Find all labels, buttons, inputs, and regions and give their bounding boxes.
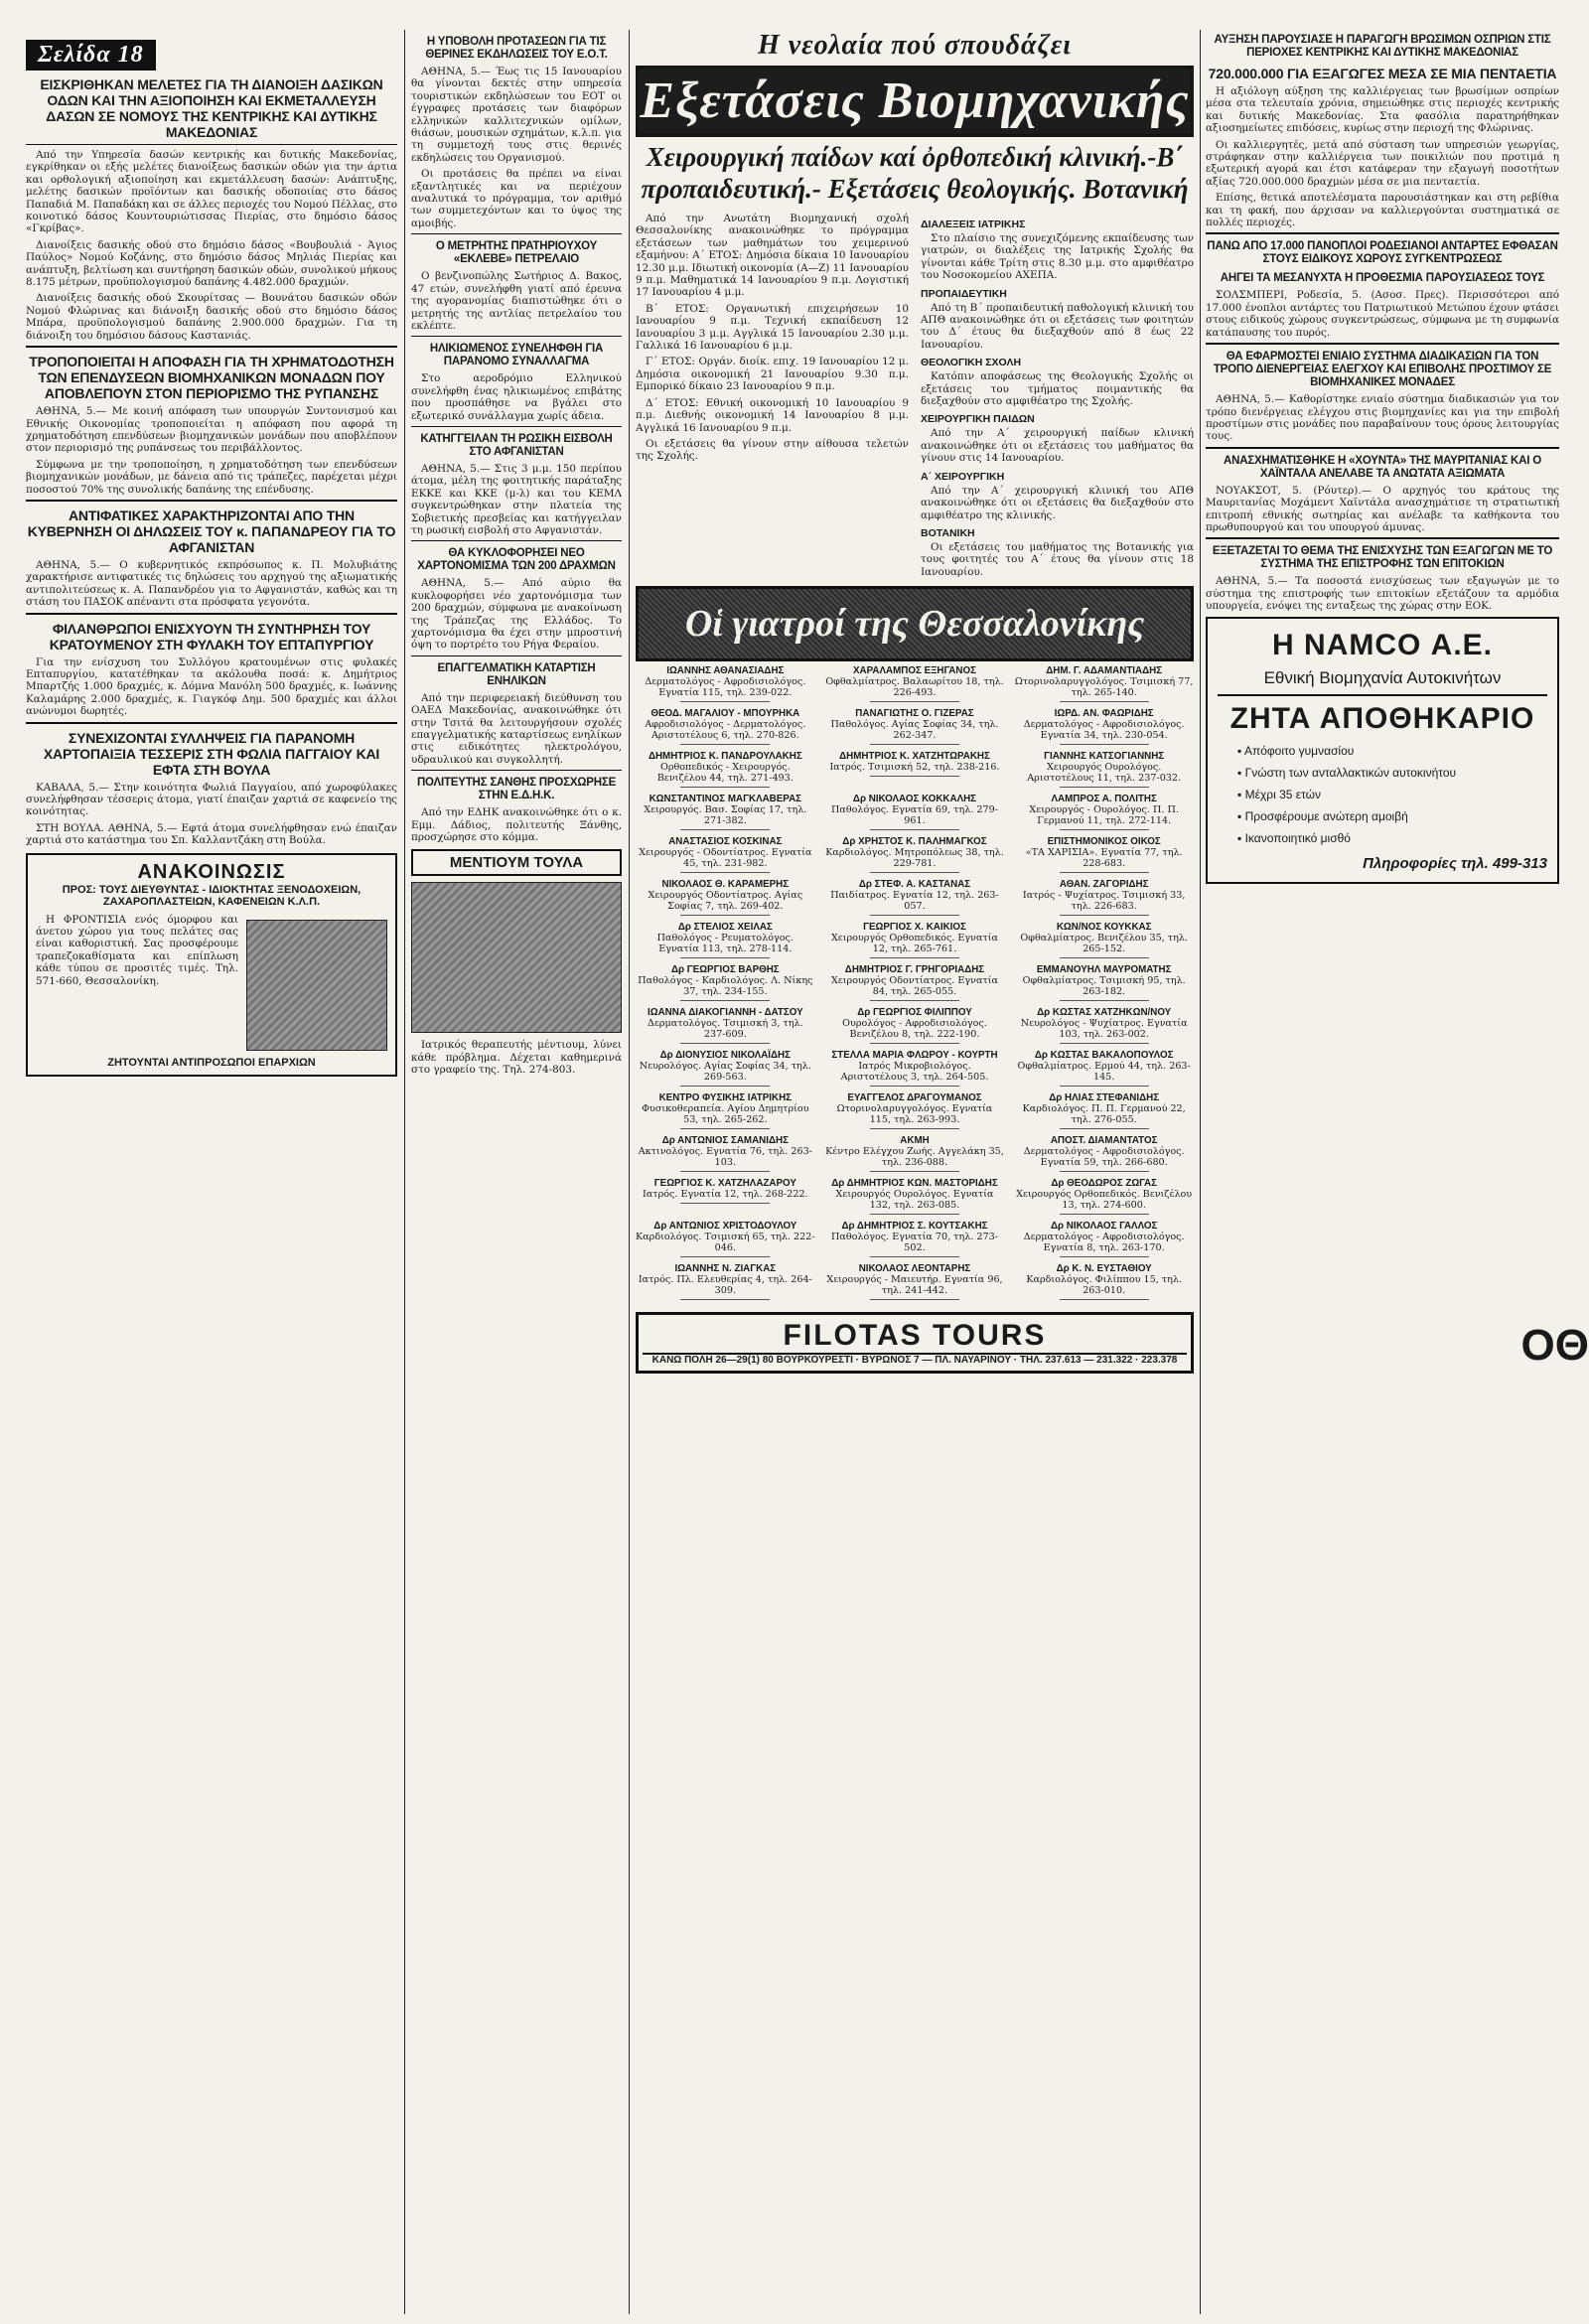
divider — [26, 500, 397, 502]
doctor-name: ΕΠΙΣΤΗΜΟΝΙΚΟΣ ΟΙΚΟΣ — [1047, 836, 1161, 848]
doctor-listing — [825, 665, 1005, 702]
divider — [870, 1000, 959, 1001]
doctor-name: ΑΠΟΣΤ. ΔΙΑΜΑΝΤΑΤΟΣ — [1050, 1135, 1158, 1147]
filotas-ad — [636, 1312, 1194, 1374]
doctor-name: ΑΚΜΗ — [900, 1135, 930, 1147]
divider — [870, 829, 959, 830]
doctor-listing — [825, 1092, 1005, 1129]
doctor-listing — [636, 964, 815, 1001]
headline: ΗΛΙΚΙΩΜΕΝΟΣ ΣΥΝΕΛΗΦΘΗ ΓΙΑ ΠΑΡΑΝΟΜΟ ΣΥΝΑΛΛΑΓΜΑ — [429, 343, 604, 368]
doctor-name: Δρ ΣΤΕΦ. Α. ΚΑΣΤΑΝΑΣ — [858, 879, 971, 891]
divider — [680, 701, 770, 702]
doctor-name: ΕΜΜΑΝΟΥΗΛ ΜΑΥΡΟΜΑΤΗΣ — [1036, 964, 1172, 976]
divider — [680, 1299, 770, 1300]
doctor-name: Δρ ΝΙΚΟΛΑΟΣ ΚΟΚΚΑΛΗΣ — [852, 794, 977, 805]
doctor-name: ΔΗΜ. Γ. ΑΔΑΜΑΝΤΙΑΔΗΣ — [1046, 665, 1163, 677]
headline: ΤΡΟΠΟΠΟΙΕΙΤΑΙ Η ΑΠΟΦΑΣΗ ΓΙΑ ΤΗ ΧΡΗΜΑΤΟΔΟΤΗΣΗ ΤΩΝ ΕΠΕΝΔΥΣΕΩΝ ΒΙΟΜΗΧΑΝΙΚΩΝ ΜΟΝΑΔΩΝ ΠΟΥ ΑΠΟΒΛΕΠΟΥΝ ΣΤΟΝ ΠΕΡΙΟΡΙΣΜΟ ΤΗΣ ΡΥΠΑΝΣΗΣ — [29, 354, 394, 402]
divider — [870, 872, 959, 873]
divider — [1060, 1000, 1149, 1001]
divider — [411, 426, 622, 427]
article-text: ΑΘΗΝΑ, 5.— Τα ποσοστά ενισχύσεως των εξαγωγών με το σύστημα της επιστροφής των επιτοκίων εξετάζουν τα αρμόδια υπουργεία, ενόψει της ενταξεως της χώρας στην ΕΟΚ. — [1206, 575, 1559, 613]
column-rule — [629, 30, 630, 2314]
doctor-name: ΙΩΑΝΝΗΣ Ν. ΖΙΑΓΚΑΣ — [674, 1263, 777, 1275]
doctor-details: Παθολόγος. Εγνατία 69, τηλ. 279-961. — [831, 804, 998, 827]
doctor-listing — [1014, 922, 1194, 958]
divider — [680, 1128, 770, 1129]
doctor-name: ΚΕΝΤΡΟ ΦΥΣΙΚΗΣ ΙΑΤΡΙΚΗΣ — [658, 1092, 793, 1104]
announcement-ad — [26, 853, 397, 1077]
doctor-details: Οφθαλμίατρος. Βενιζέλου 35, τηλ. 265-152. — [1020, 933, 1188, 955]
doctor-listing — [825, 1178, 1005, 1215]
headline: ΚΑΤΗΓΓΕΙΛΑΝ ΤΗ ΡΩΣΙΚΗ ΕΙΣΒΟΛΗ ΣΤΟ ΑΦΓΑΝΙΣΤΑΝ — [420, 432, 613, 458]
divider — [870, 1171, 959, 1172]
article-text: ΑΘΗΝΑ, 5.— Ο κυβερνητικός εκπρόσωπος κ. Π. Μολυβιάτης χαρακτήρισε αντιφατικές τις δηλώσεις του αρχηγού της αξιωματικής αντιπολιτεύσεως κ. Α. Παπανδρέου για το Αφγανιστάν, καθώς και τη στάση του ΠΑΣΟΚ απέναντι στα πρόσφατα γεγονότα. — [26, 558, 397, 609]
page-label-wrap — [26, 40, 397, 71]
article-text: Από την Ανωτάτη Βιομηχανική σχολή Θεσσαλονίκης ανακοινώθηκε το πρόγραμμα εξετάσεων των μαθημάτων του χειμερινού εξαμήνου: Α΄ ΕΤΟΣ: Δημόσια δίκαια 10 Ιανουαρίου 12.30 μ.μ. Ιδιωτική οικονομία (Α—Ζ) 11 Ιανουαρίου 9 π.μ. Μαθηματικά 14 Ιανουαρίου 9 π.μ. Λογιστική 17 Ιανουαρίου 4 μ.μ. — [636, 213, 909, 299]
ad-text: Η ΦΡΟΝΤΙΣΙΑ ενός όμορφου και άνετου χώρου για τους πελάτες σας είναι καθοριστική. Σας προσφέρουμε τραπεζοκαθίσματα και επίπλωση κάθε τύπου σε προσιτές τιμές. Τηλ. 571-660, Θεσσαλονίκη. — [36, 913, 238, 987]
divider — [411, 336, 622, 337]
divider — [680, 915, 770, 916]
headline: ΕΠΑΓΓΕΛΜΑΤΙΚΗ ΚΑΤΑΡΤΙΣΗ ΕΝΗΛΙΚΩΝ — [437, 661, 596, 687]
doctor-details: Καρδιολόγος. Τσιμισκή 65, τηλ. 222-046. — [636, 1232, 815, 1254]
divider — [411, 770, 622, 771]
divider — [1060, 744, 1149, 745]
doctor-name: ΝΙΚΟΛΑΟΣ ΛΕΟΝΤΑΡΗΣ — [858, 1263, 971, 1275]
doctor-listing — [825, 1263, 1005, 1300]
doctor-name: Δρ ΓΕΩΡΓΙΟΣ ΒΑΡΘΗΣ — [670, 964, 780, 976]
divider — [1060, 1086, 1149, 1087]
headline-secondary: 720.000.000 ΓΙΑ ΕΞΑΓΩΓΕΣ ΜΕΣΑ ΣΕ ΜΙΑ ΠΕΝΤΑΕΤΙΑ — [1208, 66, 1557, 81]
article-text: Από την περιφερειακή διεύθυνση του ΟΑΕΔ Μακεδονίας, ανακοινώθηκε ότι στην Τσιτά θα λειτουργήσουν σχολές επαγγελματικής καταρτίσεως ενηλίκων στις ειδικότητες ηλεκτρολόγου, υδραυλικού και συγκολλητή. — [411, 691, 622, 766]
doctor-listing — [825, 836, 1005, 873]
mention-ad-text: Ιατρικός θεραπευτής μέντιουμ, λύνει κάθε πρόβλημα. Δέχεται καθημερινά στο γραφείο της. Τηλ. 274-803. — [411, 1039, 622, 1077]
doctor-name: ΔΗΜΗΤΡΙΟΣ Γ. ΓΡΗΓΟΡΙΑΔΗΣ — [844, 964, 985, 976]
divider — [680, 1043, 770, 1044]
doctor-listing — [1014, 836, 1194, 873]
divider — [870, 957, 959, 958]
doctor-listing — [1014, 1263, 1194, 1300]
namco-requirements — [1218, 736, 1547, 849]
doctor-details: Χειρουργός Ορθοπεδικός. Βενιζέλου 13, τηλ. 274-600. — [1016, 1189, 1193, 1212]
article-text: ΣΟΛΣΜΠΕΡΙ, Ροδεσία, 5. (Ασοσ. Πρες). Περισσότεροι από 17.000 ένοπλοι αντάρτες του Πατριωτικού Μετώπου έχουν φτάσει στους ειδικούς χώρους συγκεντρώσεως, σύμφωνα με τη συμφωνία κατάπαυσης του πυρός. — [1206, 289, 1559, 339]
article-text: Επίσης, θετικά αποτελέσματα παρουσιάστηκαν και στη ρεβίθια και τη φακή, που άρχισαν να καλλιεργούνται συστηματικά σε πολλές περιοχές. — [1206, 192, 1559, 229]
banner-subheadline: Χειρουργική παίδων καί ὀρθοπεδική κλινική.-Β΄ προπαιδευτική.- Εξετάσεις θεολογικής. Βοτανική — [641, 142, 1189, 204]
doctor-name: Δρ ΑΝΤΩΝΙΟΣ ΧΡΙΣΤΟΔΟΥΛΟΥ — [653, 1221, 797, 1233]
article-text: Για την ενίσχυση του Συλλόγου κρατουμένων στις φυλακές Επταπυργίου, κατατέθηκαν τα ακόλουθα ποσά: κ. Δημήτριος Μπαρτζής 1.000 δραχμές, κ. Δόμνα Μανόλη 500 δραχμές, κ. Ιωάννης Καλαμάρης 2.000 δραχμές, κ. Γιαγκόφ Δημ. 500 δραχμές και άλλοι ανώνυμοι δωρητές. — [26, 655, 397, 718]
article-text: ΑΘΗΝΑ, 5.— Από αύριο θα κυκλοφορήσει νέο χαρτονόμισμα των 200 δραχμών, σύμφωνα με ανακοίνωση της Τράπεζας της Ελλάδος. Το χαρτονόμισμα θα έχει στην μπροστινή όψη το πορτρέτο του Ρήγα Φεραίου. — [411, 577, 622, 652]
article-text: Γ΄ ΕΤΟΣ: Οργάν. διοίκ. επιχ. 19 Ιανουαρίου 12 μ. Δημόσια οικονομική 21 Ιανουαρίου 9.30 π.μ. Εμπορικό δίκαιο 23 Ιανουαρίου 9 π.μ. — [636, 356, 909, 393]
doctor-listing — [636, 794, 815, 830]
article-text: Η αξιόλογη αύξηση της καλλιέργειας των βρωσίμων οσπρίων μέσα στα τελευταία χρόνια, σημειώθηκε στις περιοχές κεντρικής και δυτικής Μακεδονίας. Στα φασόλια παρατηρήθηκαν αξιοσημείωτες επιδόσεις, κυρίως στην περιοχή της Φλώρινας. — [1206, 85, 1559, 135]
doctor-details: Ιατρός - Ψυχίατρος. Τσιμισκή 33, τηλ. 226-683. — [1022, 890, 1186, 913]
article-text: Δ΄ ΕΤΟΣ: Εθνική οικονομική 10 Ιανουαρίου 9 π.μ. Διεθνής οικονομική 14 Ιανουαρίου 8 μ.μ. Αγγλικά 16 Ιανουαρίου 9 π.μ. — [636, 396, 909, 434]
doctor-details: Χειρουργός Ουρολόγος. Εγνατία 132, τηλ. 263-085. — [835, 1189, 994, 1212]
column-left — [26, 0, 397, 2324]
headline: ΦΙΛΑΝΘΡΩΠΟΙ ΕΝΙΣΧΥΟΥΝ ΤΗ ΣΥΝΤΗΡΗΣΗ ΤΟΥ ΚΡΑΤΟΥΜΕΝΟΥ ΣΤΗ ΦΥΛΑΚΗ ΤΟΥ ΕΠΤΑΠΥΡΓΙΟΥ — [49, 620, 374, 653]
divider — [26, 346, 397, 348]
doctor-details: Οφθαλμίατρος. Τσιμισκή 95, τηλ. 263-182. — [1022, 975, 1186, 998]
divider — [870, 1256, 959, 1257]
doctor-listing — [825, 964, 1005, 1001]
doctor-details: Ορθοπεδικός - Χειρουργός. Βενιζέλου 44, τηλ. 271-493. — [656, 762, 794, 785]
headline: Ο ΜΕΤΡΗΤΗΣ ΠΡΑΤΗΡΙΟΥΧΟΥ «ΕΚΛΕΒΕ» ΠΕΤΡΕΛΑΙΟ — [435, 240, 598, 266]
doctor-details: Φυσικοθεραπεία. Αγίου Δημητρίου 53, τηλ. 265-262. — [642, 1103, 809, 1126]
doctor-listing — [1014, 1178, 1194, 1215]
headline: ΑΝΑΣΧΗΜΑΤΙΣΘΗΚΕ Η «ΧΟΥΝΤΑ» ΤΗΣ ΜΑΥΡΙΤΑΝΙΑΣ ΚΑΙ Ο ΧΑΪΝΤΑΛΑ ΑΝΕΛΑΒΕ ΤΑ ΑΝΩΤΑΤΑ ΑΞΙΩΜΑΤΑ — [1223, 454, 1542, 480]
doctor-listing — [636, 1007, 815, 1044]
divider — [680, 1256, 770, 1257]
doctor-listing — [1014, 964, 1194, 1001]
doctor-name: Δρ ΚΩΣΤΑΣ ΒΑΚΑΛΟΠΟΥΛΟΣ — [1034, 1050, 1174, 1062]
doctor-details: Καρδιολόγος. Π. Π. Γερμανού 22, τηλ. 276-055. — [1022, 1103, 1186, 1126]
doctor-listing — [636, 1221, 815, 1257]
column-center — [636, 0, 1194, 2324]
doctor-listing — [825, 1050, 1005, 1087]
doctor-listing — [636, 1050, 815, 1087]
doctor-name: Δρ ΝΙΚΟΛΑΟΣ ΓΑΛΛΟΣ — [1050, 1221, 1158, 1233]
article-text: Ο βενζινοπώλης Σωτήριος Δ. Βακος, 47 ετών, συνελήφθη γιατί από έρευνα της αγορανομίας διαπιστώθηκε ότι ο μετρητής της αντλίας πετρελαίου του εκλέπτε. — [411, 270, 622, 332]
article-text: Οι εξετάσεις του μαθήματος της Βοτανικής για τους φοιτητές του Α΄ έτους θα γίνουν στις 18 Ιανουαρίου. — [921, 540, 1194, 578]
article-text: Από την Α΄ χειρουργική κλινική του ΑΠΘ ανακοινώθηκε ότι οι εξετάσεις θα διεξαχθούν στο αμφιθέατρο της κλινικής. — [921, 484, 1194, 521]
divider — [1060, 1214, 1149, 1215]
divider — [1060, 1128, 1149, 1129]
doctor-details: «ΤΑ ΧΑΡΙΣΙΑ». Εγνατία 77, τηλ. 228-683. — [1025, 847, 1183, 870]
doctor-name: ΠΑΝΑΓΙΩΤΗΣ Ο. ΓΙΖΕΡΑΣ — [855, 708, 974, 720]
doctor-details: Καρδιολόγος. Φιλίππου 15, τηλ. 263-010. — [1026, 1274, 1182, 1297]
doctor-listing — [825, 794, 1005, 830]
mention-ad-title: ΜΕΝΤΙΟΥΜ ΤΟΥΛΑ — [411, 849, 622, 876]
article-text: ΑΘΗΝΑ, 5.— Στις 3 μ.μ. 150 περίπου άτομα, μέλη της φοιτητικής παράταξης ΕΚΚΕ και ΚΚΕ (μ-λ) και του ΚΕΜΛ συγκεντρώθηκαν στην πλατεία της Σοβιετικής πρεσβείας και κατήγγειλαν τη ρωσική εισβολή στο Αφγανιστάν. — [411, 462, 622, 536]
article-text: Στο πλαίσιο της συνεχιζόμενης εκπαίδευσης των γιατρών, οι διαλέξεις της Ιατρικής Σχολής θα γίνονται κάθε Τρίτη στις 8.30 μ.μ. στο αμφιθέατρο του Νοσοκομείου ΑΧΕΠΑ. — [921, 232, 1194, 282]
headline: ΠΑΝΩ ΑΠΟ 17.000 ΠΑΝΟΠΛΟΙ ΡΟΔΕΣΙΑΝΟΙ ΑΝΤΑΡΤΕΣ ΕΦΘΑΣΑΝ ΣΤΟΥΣ ΕΙΔΙΚΟΥΣ ΧΩΡΟΥΣ ΣΥΓΚΕΝΤΡΩΣΕΩΣ — [1207, 240, 1558, 266]
doctor-details: Ουρολόγος - Αφροδισιολόγος. Βενιζέλου 8, τηλ. 222-190. — [842, 1018, 987, 1041]
mention-ad-photo — [411, 882, 622, 1033]
doctor-name: Δρ ΘΕΟΔΩΡΟΣ ΖΩΓΑΣ — [1051, 1178, 1157, 1190]
divider — [870, 701, 959, 702]
namco-ad — [1206, 617, 1559, 884]
ad-illustration — [246, 920, 387, 1051]
doctor-listing — [1014, 1221, 1194, 1257]
headline: ΑΥΞΗΣΗ ΠΑΡΟΥΣΙΑΣΕ Η ΠΑΡΑΓΩΓΗ ΒΡΩΣΙΜΩΝ ΟΣΠΡΙΩΝ ΣΤΙΣ ΠΕΡΙΟΧΕΣ ΚΕΝΤΡΙΚΗΣ ΚΑΙ ΔΥΤΙΚΗΣ ΜΑΚΕΔΟΝΙΑΣ — [1214, 34, 1551, 59]
divider — [680, 957, 770, 958]
article-text: ΑΘΗΝΑ, 5.— Με κοινή απόφαση των υπουργών Συντονισμού και Εθνικής Οικονομίας τροποποιείται η απόφαση που αφορά τη χρηματοδότηση επενδύσεων βιομηχανικών μονάδων που αποβλέπουν στον περιορισμό της ρυπάνσεως του περιβάλλοντος. — [26, 405, 397, 455]
section-heading: ΠΡΟΠΑΙΔΕΥΤΙΚΗ — [921, 287, 1007, 300]
doctor-name: ΧΑΡΑΛΑΜΠΟΣ ΕΞΗΓΑΝΟΣ — [853, 665, 976, 677]
divider — [411, 233, 622, 234]
doctor-details: Χειρουργός Ορθοπεδικός. Εγνατία 12, τηλ. 265-761. — [830, 933, 999, 955]
divider — [1206, 343, 1559, 345]
doctor-listing — [636, 922, 815, 958]
banner-headline: Εξετάσεις Βιομηχανικής — [636, 66, 1194, 137]
doctor-listing — [1014, 1050, 1194, 1087]
doctor-details: Παθολόγος. Εγνατία 70, τηλ. 273-502. — [831, 1232, 998, 1254]
namco-headline: ΖΗΤΑ ΑΠΟΘΗΚΑΡΙΟ — [1218, 694, 1547, 736]
doctor-listing — [636, 879, 815, 916]
divider — [411, 540, 622, 541]
doctor-details: Αφροδισιολόγος - Δερματολόγος. Αριστοτέλους 6, τηλ. 270-826. — [645, 719, 806, 742]
section-heading: Α΄ ΧΕΙΡΟΥΡΓΙΚΗ — [921, 470, 1005, 483]
column-second — [411, 0, 622, 2324]
doctor-details: Καρδιολόγος. Μητροπόλεως 38, τηλ. 229-781. — [825, 847, 1004, 870]
doctor-name: ΔΗΜΗΤΡΙΟΣ Κ. ΧΑΤΖΗΤΩΡΑΚΗΣ — [839, 751, 990, 763]
namco-requirement: ▪ Απόφοιτο γυμνασίου — [1237, 740, 1547, 762]
doctor-name: Δρ ΗΛΙΑΣ ΣΤΕΦΑΝΙΔΗΣ — [1049, 1092, 1160, 1104]
page-number: Σελίδα 18 — [26, 40, 156, 71]
doctor-listing — [825, 751, 1005, 788]
headline: Η ΥΠΟΒΟΛΗ ΠΡΟΤΑΣΕΩΝ ΓΙΑ ΤΙΣ ΘΕΡΙΝΕΣ ΕΚΔΗΛΩΣΕΙΣ ΤΟΥ Ε.Ο.Τ. — [425, 36, 608, 61]
divider — [26, 722, 397, 724]
divider — [411, 655, 622, 656]
exam-articles — [636, 213, 1194, 582]
article-text: ΣΤΗ ΒΟΥΛΑ. ΑΘΗΝΑ, 5.— Εφτά άτομα συνελήφθησαν ενώ έπαιζαν χαρτιά στο κατάστημα του Σπ. Καλλαντζάκη στη Βούλα. — [26, 821, 397, 847]
article-text: ΑΘΗΝΑ, 5.— Καθορίστηκε ενιαίο σύστημα διαδικασιών για τον τρόπο διενέργειας ελέγχου στις βιομηχανίες και για την επιβολή προστίμων στις μονάδες που παραβαίνουν τους όρους λειτουργίας τους. — [1206, 393, 1559, 443]
article-text: Σύμφωνα με την τροποποίηση, η χρηματοδότηση των επενδύσεων βιομηχανικών μονάδων, με δάνεια από τις τράπεζες, παρέχεται μέχρι ποσοστού 70% της συνολικής δαπάνης της επένδυσης. — [26, 458, 397, 496]
doctor-listing — [636, 1178, 815, 1215]
article-text: Από την Α΄ χειρουργική παίδων κλινική ανακοινώθηκε ότι οι εξετάσεις του μαθήματος θα γίνουν στις 14 Ιανουαρίου. — [921, 427, 1194, 465]
doctor-details: Νευρολόγος. Αγίας Σοφίας 34, τηλ. 269-563. — [639, 1061, 811, 1084]
headline: ΘΑ ΚΥΚΛΟΦΟΡΗΣΕΙ ΝΕΟ ΧΑΡΤΟΝΟΜΙΣΜΑ ΤΩΝ 200 ΔΡΑΧΜΩΝ — [417, 547, 616, 573]
divider — [680, 872, 770, 873]
namco-requirement: ▪ Προσφέρουμε ανώτερη αμοιβή — [1237, 805, 1547, 827]
doctor-details: Δερματολόγος - Αφροδισιολόγος. Εγνατία 115, τηλ. 239-022. — [645, 676, 806, 699]
article-text: ΚΑΒΑΛΑ, 5.— Στην κοινότητα Φωλιά Παγγαίου, από χωροφύλακες συνελήφθησαν τέσσερις άτομα, γιατί έπαιζαν χαρτιά σε καφενείο της κοινότητας. — [26, 781, 397, 818]
doctor-listing — [1014, 1135, 1194, 1172]
divider — [1060, 915, 1149, 916]
doctor-details: Ακτινολόγος. Εγνατία 76, τηλ. 263-103. — [638, 1146, 812, 1169]
column-rule — [1200, 30, 1201, 2314]
doctor-details: Παθολόγος - Ρευματολόγος. Εγνατία 113, τηλ. 278-114. — [656, 933, 794, 955]
divider — [26, 144, 397, 145]
divider — [1060, 787, 1149, 788]
doctor-details: Χειρουργός - Ουρολόγος. Π. Π. Γερμανού 11, τηλ. 272-114. — [1029, 804, 1179, 827]
doctor-listing — [825, 708, 1005, 745]
doctor-listing — [636, 665, 815, 702]
article-text: Διανοίξεις δασικής οδού Σκουρίτσας — Βουνάτου δασικών οδών Νομού Φλώρινας και διάνοιξη δασικής οδού στο δημόσιο δάσος Μπάρα, προϋπολογισμού δαπάνης 2.900.000 δραχμών. Για τη διάνοιξη του δημόσιου δάσους Καστανιάς. — [26, 292, 397, 342]
doctor-details: Νευρολόγος - Ψυχίατρος. Εγνατία 103, τηλ. 263-002. — [1020, 1018, 1188, 1041]
filotas-name: FILOTAS TOURS — [643, 1319, 1187, 1355]
doctor-name: ΚΩΝΣΤΑΝΤΙΝΟΣ ΜΑΓΚΛΑΒΕΡΑΣ — [649, 794, 802, 805]
divider — [680, 744, 770, 745]
doctor-details: Ωτορινολαρυγγολόγος. Εγνατία 115, τηλ. 263-993. — [836, 1103, 993, 1126]
doctor-details: Χειρουργός - Οδοντίατρος. Εγνατία 45, τηλ. 231-982. — [639, 847, 812, 870]
divider — [680, 1086, 770, 1087]
doctor-name: Δρ ΔΙΟΝΥΣΙΟΣ ΝΙΚΟΛΑΪΔΗΣ — [659, 1050, 792, 1062]
headline: ΣΥΝΕΧΙΖΟΝΤΑΙ ΣΥΛΛΗΨΕΙΣ ΓΙΑ ΠΑΡΑΝΟΜΗ ΧΑΡΤΟΠΑΙΞΙΑ ΤΕΣΣΕΡΙΣ ΣΤΗ ΦΩΛΙΑ ΠΑΓΓΑΙΟΥ ΚΑΙ ΕΦΤΑ ΣΤΗ ΒΟΥΛΑ — [43, 729, 380, 778]
doctor-listing — [636, 1092, 815, 1129]
headline-secondary: ΑΗΓΕΙ ΤΑ ΜΕΣΑΝΥΧΤΑ Η ΠΡΟΘΕΣΜΙΑ ΠΑΡΟΥΣΙΑΣΕΩΣ ΤΟΥΣ — [1220, 272, 1545, 285]
doctor-name: ΘΕΟΔ. ΜΑΓΑΛΙΟΥ - ΜΠΟΥΡΗΚΑ — [650, 708, 800, 720]
column-rule — [404, 30, 405, 2314]
doctor-listing — [636, 1263, 815, 1300]
doctor-name: ΚΩΝ/ΝΟΣ ΚΟΥΚΚΑΣ — [1056, 922, 1152, 934]
doctor-listing — [1014, 708, 1194, 745]
divider — [1060, 1043, 1149, 1044]
doctor-listing — [1014, 665, 1194, 702]
doctor-name: ΔΗΜΗΤΡΙΟΣ Κ. ΠΑΝΔΡΟΥΛΑΚΗΣ — [648, 751, 802, 763]
doctor-name: Δρ ΣΤΕΛΙΟΣ ΧΕΙΛΑΣ — [677, 922, 773, 934]
divider — [1060, 829, 1149, 830]
divider — [870, 1043, 959, 1044]
doctor-name: ΑΝΑΣΤΑΣΙΟΣ ΚΟΣΚΙΝΑΣ — [668, 836, 783, 848]
divider — [1206, 537, 1559, 539]
divider — [870, 915, 959, 916]
doctor-name: Δρ ΔΗΜΗΤΡΙΟΣ Σ. ΚΟΥΤΣΑΚΗΣ — [841, 1221, 988, 1233]
divider — [1060, 1299, 1149, 1300]
headline: ΠΟΛΙΤΕΥΤΗΣ ΣΑΝΘΗΣ ΠΡΟΣΧΩΡΗΣΕ ΣΤΗΝ Ε.Δ.Η.Κ. — [416, 777, 617, 802]
section-heading: ΧΕΙΡΟΥΡΓΙΚΗ ΠΑΙΔΩΝ — [921, 413, 1035, 426]
doctors-banner: Οἱ γιατροί της Θεσσαλονίκης — [636, 586, 1194, 661]
doctor-details: Ιατρός. Εγνατία 12, τηλ. 268-222. — [643, 1189, 808, 1201]
ad-footer: ΖΗΤΟΥΝΤΑΙ ΑΝΤΙΠΡΟΣΩΠΟΙ ΕΠΑΡΧΙΩΝ — [107, 1056, 316, 1069]
ad-title: ΑΝΑΚΟΙΝΩΣΙΣ — [137, 860, 286, 883]
ad-subtitle: ΠΡΟΣ: ΤΟΥΣ ΔΙΕΥΘΥΝΤΑΣ - ΙΔΙΟΚΤΗΤΑΣ ΞΕΝΟΔΟΧΕΙΩΝ, ΖΑΧΑΡΟΠΛΑΣΤΕΙΩΝ, ΚΑΦΕΝΕΙΩΝ Κ.Λ.Π. — [62, 883, 361, 908]
doctor-details: Παιδίατρος. Εγνατία 12, τηλ. 263-057. — [830, 890, 999, 913]
column-right — [1206, 0, 1559, 2324]
doctor-name: Δρ Κ. Ν. ΕΥΣΤΑΘΙΟΥ — [1056, 1263, 1152, 1275]
divider — [680, 787, 770, 788]
doctor-details: Δερματολόγος. Τσιμισκή 3, τηλ. 237-609. — [648, 1018, 803, 1041]
doctor-name: ΙΩΡΔ. ΑΝ. ΦΑΩΡΙΔΗΣ — [1054, 708, 1154, 720]
doctor-name: ΕΥΑΓΓΕΛΟΣ ΔΡΑΓΟΥΜΑΝΟΣ — [847, 1092, 982, 1104]
section-heading: ΘΕΟΛΟΓΙΚΗ ΣΧΟΛΗ — [921, 357, 1022, 369]
article-text: Από τη Β΄ προπαιδευτική παθολογική κλινική του ΑΠΘ ανακοινώθηκε ότι οι εξετάσεις των φοιτητών του Δ΄ έτους θα διεξαχθούν από 8 έως 22 Ιανουαρίου. — [921, 301, 1194, 351]
divider — [1060, 872, 1149, 873]
doctor-details: Δερματολόγος - Αφροδισιολόγος. Εγνατία 8, τηλ. 263-170. — [1023, 1232, 1185, 1254]
divider — [680, 1203, 770, 1204]
doctor-details: Ιατρός. Πλ. Ελευθερίας 4, τηλ. 264-309. — [638, 1274, 812, 1297]
doctor-listing — [825, 1221, 1005, 1257]
divider — [680, 1171, 770, 1172]
doctor-listing — [636, 708, 815, 745]
divider — [1060, 701, 1149, 702]
divider — [870, 1128, 959, 1129]
doctor-name: ΑΘΑΝ. ΖΑΓΟΡΙΔΗΣ — [1059, 879, 1149, 891]
doctor-listing — [1014, 1092, 1194, 1129]
divider — [1060, 1256, 1149, 1257]
doctor-listing — [1014, 751, 1194, 788]
doctor-details: Οφθαλμίατρος. Βαλαωρίτου 18, τηλ. 226-493. — [825, 676, 1004, 699]
namco-company: Η NAMCO Α.Ε. — [1272, 628, 1493, 661]
article-text: Οι προτάσεις θα πρέπει να είναι εξαντλητικές και να περιέχουν αναλυτικά το πρόγραμμα, τον αριθμό των συμμετεχόντων και το ύψος της αμοιβής. — [411, 168, 622, 229]
doctors-directory — [636, 665, 1194, 1306]
headline: ΕΞΕΤΑΖΕΤΑΙ ΤΟ ΘΕΜΑ ΤΗΣ ΕΝΙΣΧΥΣΗΣ ΤΩΝ ΕΞΑΓΩΓΩΝ ΜΕ ΤΟ ΣΥΣΤΗΜΑ ΤΗΣ ΕΠΙΣΤΡΟΦΗΣ ΤΩΝ ΕΠΙΤΟΚΙΩΝ — [1212, 545, 1553, 571]
doctor-details: Ιατρός Μικροβιολόγος. Αριστοτέλους 3, τηλ. 264-505. — [840, 1061, 989, 1084]
doctor-name: ΣΤΕΛΛΑ ΜΑΡΙΑ ΦΛΩΡΟΥ - ΚΟΥΡΤΗ — [831, 1050, 998, 1062]
doctor-name: Δρ ΑΝΤΩΝΙΟΣ ΣΑΜΑΝΙΔΗΣ — [661, 1135, 789, 1147]
divider — [870, 1086, 959, 1087]
doctor-name: Δρ ΔΗΜΗΤΡΙΟΣ ΚΩΝ. ΜΑΣΤΟΡΙΔΗΣ — [831, 1178, 998, 1190]
divider — [1206, 447, 1559, 449]
doctor-name: ΓΙΑΝΝΗΣ ΚΑΤΣΟΓΙΑΝΝΗΣ — [1044, 751, 1165, 763]
doctor-name: ΙΩΑΝΝΗΣ ΑΘΑΝΑΣΙΑΔΗΣ — [666, 665, 785, 677]
doctor-details: Κέντρο Ελέγχου Ζωής. Αγγελάκη 35, τηλ. 236-088. — [825, 1146, 1004, 1169]
edge-letters: ΟΘ — [1520, 1321, 1589, 1370]
article-text: ΑΘΗΝΑ, 5.— Έως τις 15 Ιανουαρίου θα γίνονται δεκτές στην υπηρεσία τουριστικών εκδηλώσεων του ΕΟΤ οι έγγραφες προτάσεις των διαφόρων ελληνικών καλλιτεχνικών ομίλων, θιάσων, μουσικών σχημάτων, κ.λ.π. για τη συμμετοχή τους στις θερινές εκδηλώσεις του Οργανισμού. — [411, 66, 622, 164]
divider — [26, 613, 397, 615]
article-text: Οι καλλιεργητές, μετά από σύσταση των υπηρεσιών γεωργίας, στράφηκαν στην καλλιέργεια των ποικιλιών που προτιμά η εξωτερική αγορά και έτσι κατάφεραν την εξαγωγή ποσοτήτων αξίας 720.000.000 δραχμών μέσα σε μια πενταετία. — [1206, 138, 1559, 188]
doctor-listing — [1014, 1007, 1194, 1044]
doctor-details: Δερματολόγος - Αφροδισιολόγος. Εγνατία 59, τηλ. 266-680. — [1023, 1146, 1185, 1169]
section-heading: ΔΙΑΛΕΞΕΙΣ ΙΑΤΡΙΚΗΣ — [921, 218, 1026, 230]
section-heading: ΒΟΤΑΝΙΚΗ — [921, 526, 975, 539]
doctor-listing — [636, 836, 815, 873]
doctor-listing — [825, 1007, 1005, 1044]
doctor-details: Ωτορινολαρυγγολόγος. Τσιμισκή 77, τηλ. 265-140. — [1014, 676, 1194, 699]
banner-kicker: Η νεολαία πού σπουδάζει — [757, 30, 1073, 61]
doctor-name: ΓΕΩΡΓΙΟΣ Χ. ΚΑΙΚΙΟΣ — [863, 922, 966, 934]
article-text: Διανοίξεις δασικής οδού στο δημόσιο δάσος «Βουβουλιά - Άγιος Παύλος» Νομού Κοζάνης, στο δημόσιο δάσος Μηλιάς Πιερίας και ανάπτυξη, βελτίωση και συντήρηση δασικών οδών, συνολικού μήκους 8.175 μέτρων, προϋπολογισμού δαπάνης 4.482.000 δραχμών. — [26, 238, 397, 289]
doctor-details: Χειρουργός Οδοντίατρος. Εγνατία 84, τηλ. 265-055. — [831, 975, 998, 998]
doctor-name: ΛΑΜΠΡΟΣ Α. ΠΟΛΙΤΗΣ — [1051, 794, 1157, 805]
divider — [680, 829, 770, 830]
exam-column-b — [921, 213, 1194, 582]
article-text: Κατόπιν αποφάσεως της Θεολογικής Σχολής οι εξετάσεις του τμήματος ποιμαντικής θα διεξαχθούν στο αμφιθέατρο της Σχολής. — [921, 370, 1194, 408]
doctor-details: Δερματολόγος - Αφροδισιολόγος. Εγνατία 34, τηλ. 230-054. — [1023, 719, 1185, 742]
divider — [870, 776, 959, 777]
doctor-name: ΙΩΑΝΝΑ ΔΙΑΚΟΓΙΑΝΝΗ - ΔΑΤΣΟΥ — [648, 1007, 803, 1019]
doctor-listing — [825, 922, 1005, 958]
namco-phone: Πληροφορίες τηλ. 499-313 — [1363, 854, 1547, 872]
article-text: Στο αεροδρόμιο Ελληνικού συνελήφθη ένας ηλικιωμένος επιβάτης που προσπάθησε να βγάλει στο εξωτερικό συνάλλαγμα χωρίς άδεια. — [411, 372, 622, 422]
doctor-listing — [1014, 794, 1194, 830]
doctor-listing — [636, 1135, 815, 1172]
doctor-details: Χειρουργός Οδοντίατρος. Αγίας Σοφίας 7, τηλ. 269-402. — [648, 890, 803, 913]
doctor-name: Δρ ΚΩΣΤΑΣ ΧΑΤΖΗΚΩΝ/ΝΟΥ — [1037, 1007, 1172, 1019]
namco-requirement: ▪ Γνώστη των ανταλλακτικών αυτοκινήτου — [1237, 762, 1547, 784]
doctor-details: Παθολόγος - Καρδιολόγος. Λ. Νίκης 37, τηλ. 234-155. — [638, 975, 813, 998]
doctor-details: Χειρουργός Ουρολόγος. Αριστοτέλους 11, τηλ. 237-032. — [1027, 762, 1182, 785]
doctor-details: Οφθαλμίατρος. Ερμού 44, τηλ. 263-145. — [1017, 1061, 1191, 1084]
headline: ΕΙΣΚΡΙΘΗΚΑΝ ΜΕΛΕΤΕΣ ΓΙΑ ΤΗ ΔΙΑΝΟΙΞΗ ΔΑΣΙΚΩΝ ΟΔΩΝ ΚΑΙ ΤΗΝ ΑΞΙΟΠΟΙΗΣΗ ΚΑΙ ΕΚΜΕΤΑΛΛΕΥΣΗ ΔΑΣΩΝ ΣΕ ΝΟΜΟΥΣ ΤΗΣ ΚΕΝΤΡΙΚΗΣ ΚΑΙ ΔΥΤΙΚΗΣ ΜΑΚΕΔΟΝΙΑΣ — [40, 76, 383, 140]
article-text: Από την Υπηρεσία δασών κεντρικής και δυτικής Μακεδονίας, εγκρίθηκαν οι εξής μελέτες διανοίξεως δασικών οδών για την άρτια και ορθολογική αξιοποίηση και εκμετάλλευση δασών: Ανάπτυξης, μελέτης δασικών προϊόντων και δασικής οδοποιίας στο δάσος Παπαδιά Μ. Παπαδάκη και σε άλλες περιοχές του Νομού Πέλλας, στο κοινοτικό δάσος Κουντουριώτισσας Πιερίας, στο δημόσιο δάσος «Γκρίβας». — [26, 149, 397, 235]
divider — [1206, 232, 1559, 234]
exam-column-a — [636, 213, 909, 582]
headline: ΘΑ ΕΦΑΡΜΟΣΤΕΙ ΕΝΙΑΙΟ ΣΥΣΤΗΜΑ ΔΙΑΔΙΚΑΣΙΩΝ ΓΙΑ ΤΟΝ ΤΡΟΠΟ ΔΙΕΝΕΡΓΕΙΑΣ ΕΛΕΓΧΟΥ ΚΑΙ ΕΠΙΒΟΛΗΣ ΠΡΟΣΤΙΜΟΥ ΣΕ ΒΙΟΜΗΧΑΝΙΚΕΣ ΜΟΝΑΔΕΣ — [1213, 351, 1552, 389]
ad-body — [36, 914, 387, 1057]
article-text: Β΄ ΕΤΟΣ: Οργανωτική επιχειρήσεων 10 Ιανουαρίου 9 π.μ. Τεχνική εκπαίδευση 12 Ιανουαρίου 3 μ.μ. Αγγλικά 15 Ιανουαρίου 2.30 μ.μ. Γαλλικά 16 Ιανουαρίου 6 μ.μ. — [636, 302, 909, 353]
namco-tagline: Εθνική Βιομηχανία Αυτοκινήτων — [1263, 667, 1502, 687]
headline: ΑΝΤΙΦΑΤΙΚΕΣ ΧΑΡΑΚΤΗΡΙΖΟΝΤΑΙ ΑΠΟ ΤΗΝ ΚΥΒΕΡΝΗΣΗ ΟΙ ΔΗΛΩΣΕΙΣ ΤΟΥ κ. ΠΑΠΑΝΔΡΕΟΥ ΓΙΑ ΤΟ ΑΦΓΑΝΙΣΤΑΝ — [27, 507, 396, 555]
divider — [680, 1000, 770, 1001]
divider — [1060, 1171, 1149, 1172]
namco-requirement: ▪ Μέχρι 35 ετών — [1237, 784, 1547, 805]
doctor-name: ΝΙΚΟΛΑΟΣ Θ. ΚΑΡΑΜΕΡΗΣ — [661, 879, 790, 891]
divider — [870, 1299, 959, 1300]
doctor-name: Δρ ΧΡΗΣΤΟΣ Κ. ΠΑΛΗΜΑΓΚΟΣ — [842, 836, 987, 848]
doctor-name: Δρ ΓΕΩΡΓΙΟΣ ΦΙΛΙΠΠΟΥ — [857, 1007, 972, 1019]
doctor-details: Χειρουργός - Μαιευτήρ. Εγνατία 96, τηλ. 241-442. — [826, 1274, 1003, 1297]
article-text: Από την ΕΔΗΚ ανακοινώθηκε ότι ο κ. Εμμ. Δάδιος, πολιτευτής Ξάνθης, προσχώρησε στο κόμμα. — [411, 806, 622, 844]
article-text: Οι εξετάσεις θα γίνουν στην αίθουσα τελετών της Σχολής. — [636, 437, 909, 463]
doctor-listing — [825, 1135, 1005, 1172]
doctor-name: ΓΕΩΡΓΙΟΣ Κ. ΧΑΤΖΗΛΑΖΑΡΟΥ — [653, 1178, 796, 1190]
divider — [1060, 957, 1149, 958]
doctor-details: Ιατρός. Τσιμισκή 52, τηλ. 238-216. — [829, 762, 1000, 774]
article-text: ΝΟΥΑΚΣΟΤ, 5. (Ρόυτερ).— Ο αρχηγός του κράτους της Μαυριτανίας Μοχάμεντ Χαϊντάλα ανασχημάτισε τη στρατιωτική επιτροπή εθνικής σωτηρίας και ανέλαβε τα καθήκοντα του πρωθυπουργού και του υπουργού άμυνας. — [1206, 484, 1559, 533]
doctor-listing — [636, 751, 815, 788]
filotas-details: ΚΑΝΩ ΠΟΛΗ 26—29(1) 80 ΒΟΥΡΚΟΥΡΕΣΤΙ · ΒΥΡΩΝΟΣ 7 — ΠΛ. ΝΑΥΑΡΙΝΟΥ · ΤΗΛ. 237.613 — 231.322 · 223.378 — [651, 1355, 1178, 1367]
namco-requirement: ▪ Ικανοποιητικό μισθό — [1237, 827, 1547, 849]
divider — [870, 1214, 959, 1215]
divider — [870, 744, 959, 745]
doctor-listing — [1014, 879, 1194, 916]
doctor-details: Παθολόγος. Αγίας Σοφίας 34, τηλ. 262-347. — [830, 719, 999, 742]
doctor-listing — [825, 879, 1005, 916]
doctor-details: Χειρουργός. Βασ. Σοφίας 17, τηλ. 271-382. — [644, 804, 807, 827]
